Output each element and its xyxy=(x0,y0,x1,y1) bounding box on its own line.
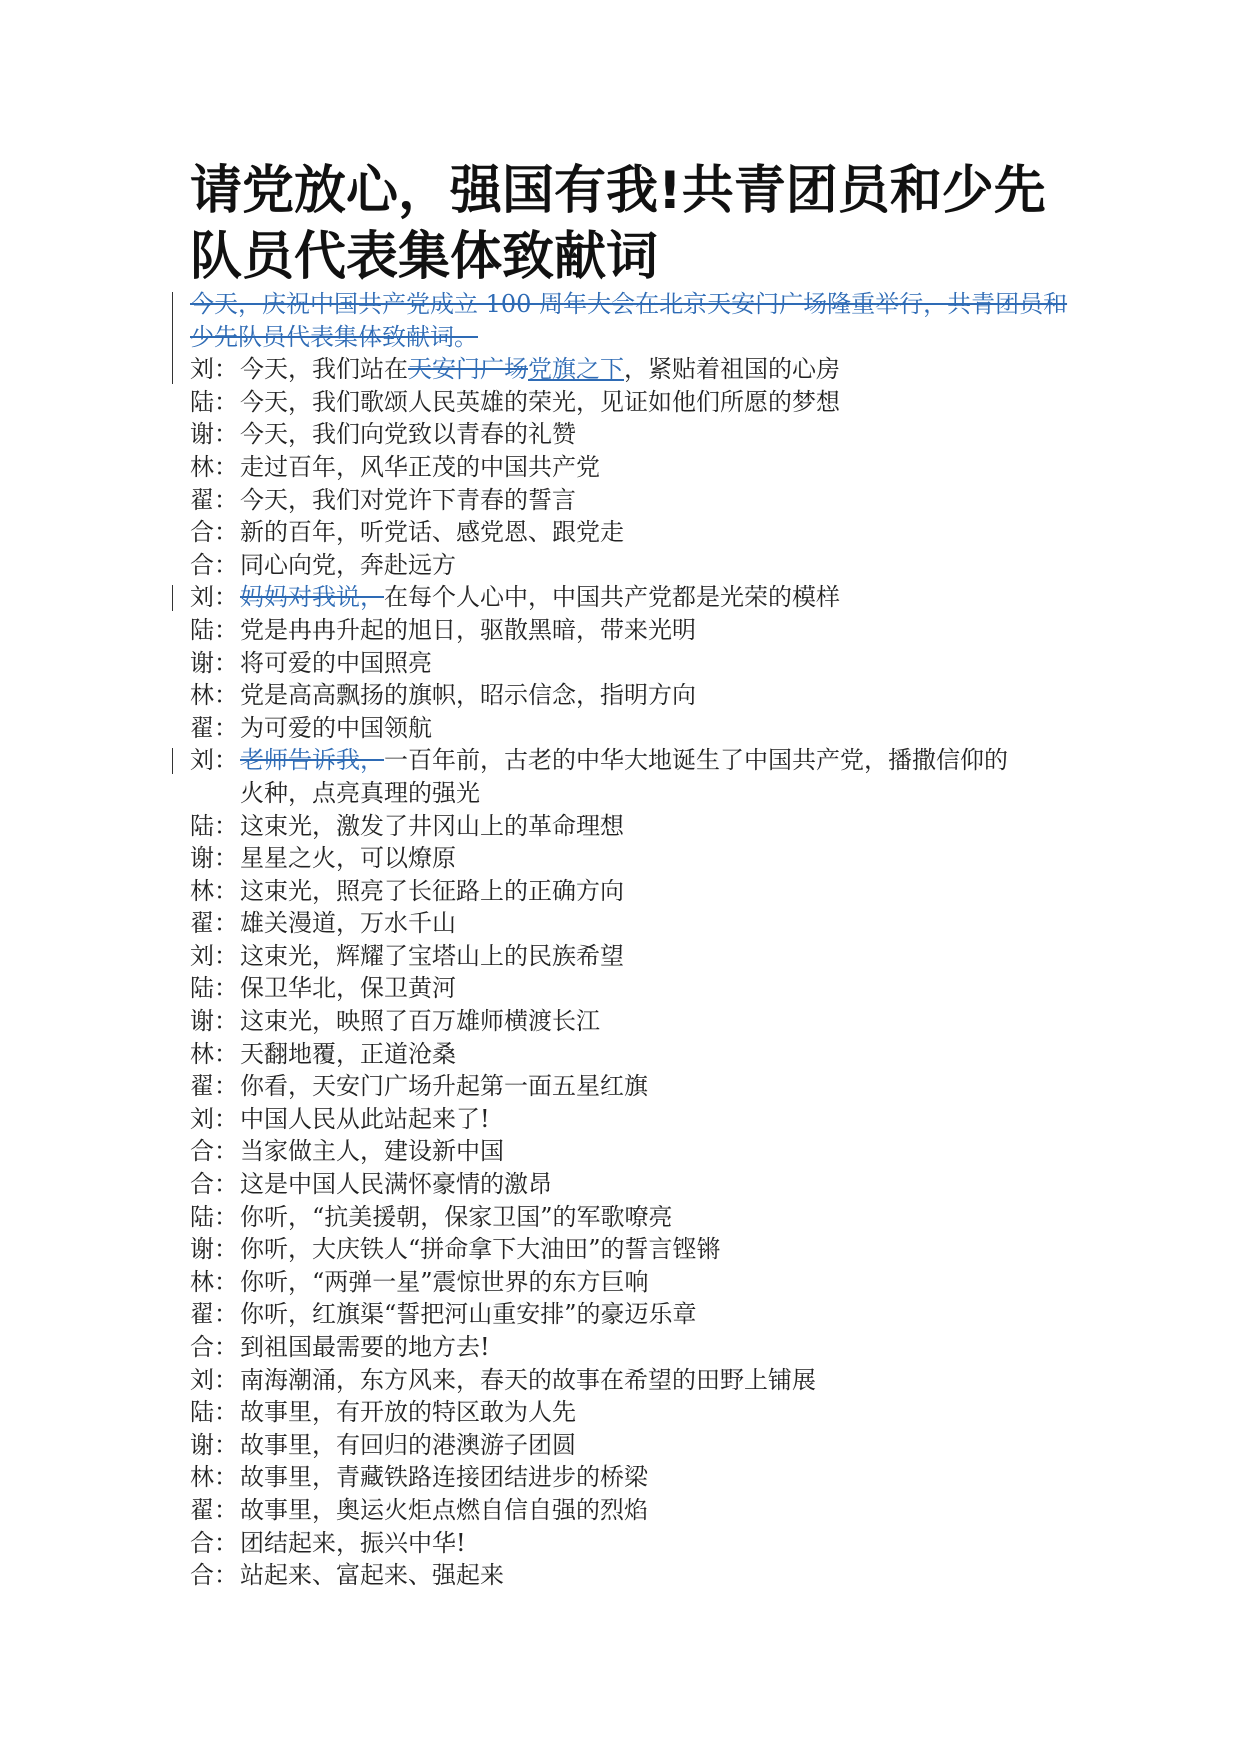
script-line xyxy=(190,353,1070,386)
script-line xyxy=(190,907,1070,940)
speaker-label: 谢： xyxy=(190,1007,238,1036)
script-line xyxy=(190,1461,1070,1494)
line-text: 走过百年，风华正茂的中国共产党 xyxy=(240,452,600,481)
inserted-text: 党旗之下 xyxy=(528,355,624,384)
speaker-label: 陆： xyxy=(190,974,238,1003)
speaker-label: 林： xyxy=(190,1463,238,1492)
speaker-label: 合： xyxy=(190,1137,238,1166)
speaker-label: 刘： xyxy=(190,746,238,775)
speaker-label: 刘： xyxy=(190,1104,238,1133)
line-text: 这是中国人民满怀豪情的激昂 xyxy=(240,1170,552,1199)
speaker-label: 合： xyxy=(190,518,238,547)
line-text: 党是高高飘扬的旗帜，昭示信念，指明方向 xyxy=(240,681,696,710)
script-line xyxy=(190,875,1070,908)
line-text: ，紧贴着祖国的心房 xyxy=(624,355,840,384)
line-text: 雄关漫道，万水千山 xyxy=(240,909,456,938)
speaker-label: 谢： xyxy=(190,1235,238,1264)
script-line xyxy=(190,1331,1070,1364)
speaker-label: 陆： xyxy=(190,811,238,840)
line-text: 当家做主人，建设新中国 xyxy=(240,1137,504,1166)
speaker-label: 刘： xyxy=(190,1365,238,1394)
line-text: 故事里，有回归的港澳游子团圆 xyxy=(240,1430,576,1459)
speaker-label: 刘： xyxy=(190,941,238,970)
speaker-label: 翟： xyxy=(190,1072,238,1101)
deleted-text: 天安门广场 xyxy=(408,355,528,384)
line-text: 你看，天安门广场升起第一面五星红旗 xyxy=(240,1072,648,1101)
speaker-label: 翟： xyxy=(190,909,238,938)
script-line xyxy=(190,1103,1070,1136)
script-line xyxy=(190,842,1070,875)
script-line xyxy=(190,1005,1070,1038)
script-line xyxy=(190,940,1070,973)
line-text: 今天，我们歌颂人民英雄的荣光，见证如他们所愿的梦想 xyxy=(240,387,840,416)
line-text: 故事里，奥运火炬点燃自信自强的烈焰 xyxy=(240,1495,648,1524)
script-line xyxy=(190,549,1070,582)
script-line xyxy=(190,1494,1070,1527)
document-body xyxy=(190,288,1070,1592)
script-line xyxy=(190,484,1070,517)
speaker-label: 谢： xyxy=(190,420,238,449)
speaker-label: 林： xyxy=(190,681,238,710)
line-text: 党是冉冉升起的旭日，驱散黑暗，带来光明 xyxy=(240,615,696,644)
script-line xyxy=(190,614,1070,647)
speaker-label: 合： xyxy=(190,1170,238,1199)
script-line xyxy=(190,1168,1070,1201)
intro-paragraph xyxy=(190,288,1070,353)
line-text: 今天，我们向党致以青春的礼赞 xyxy=(240,420,576,449)
script-line xyxy=(190,1233,1070,1266)
script-line xyxy=(190,1559,1070,1592)
line-text: 这束光，辉耀了宝塔山上的民族希望 xyxy=(240,941,624,970)
script-line xyxy=(190,647,1070,680)
speaker-label: 谢： xyxy=(190,648,238,677)
speaker-label: 林： xyxy=(190,876,238,905)
speaker-label: 谢： xyxy=(190,1430,238,1459)
line-text: 到祖国最需要的地方去! xyxy=(240,1333,490,1361)
speaker-label: 合： xyxy=(190,1561,238,1590)
line-text: 故事里，青藏铁路连接团结进步的桥梁 xyxy=(240,1463,648,1492)
script-line xyxy=(190,1070,1070,1103)
line-text: 中国人民从此站起来了! xyxy=(240,1104,490,1133)
line-text: 你听，“两弹一星”震惊世界的东方巨响 xyxy=(240,1267,649,1296)
script-line xyxy=(190,810,1070,843)
line-text: 团结起来，振兴中华! xyxy=(240,1528,466,1557)
speaker-label: 翟： xyxy=(190,713,238,742)
document-title: 请党放心，强国有我!共青团员和少先队员代表集体致献词 xyxy=(190,161,1046,287)
script-line xyxy=(190,679,1070,712)
speaker-label: 陆： xyxy=(190,615,238,644)
line-text: 天翻地覆，正道沧桑 xyxy=(240,1039,456,1068)
script-line xyxy=(190,1201,1070,1234)
line-text: 保卫华北，保卫黄河 xyxy=(240,974,456,1003)
line-text: 南海潮涌，东方风来，春天的故事在希望的田野上铺展 xyxy=(240,1365,816,1394)
script-line xyxy=(190,972,1070,1005)
line-text: 今天，我们对党许下青春的誓言 xyxy=(240,485,576,514)
script-line xyxy=(190,451,1070,484)
script-line xyxy=(190,1038,1070,1071)
line-text: 站起来、富起来、强起来 xyxy=(240,1561,504,1590)
line-text: 星星之火，可以燎原 xyxy=(240,844,456,873)
script-line xyxy=(190,581,1070,614)
line-text: 今天，我们站在 xyxy=(240,355,408,384)
script-line xyxy=(190,516,1070,549)
script-line xyxy=(190,744,1070,777)
line-text: 你听，“抗美援朝，保家卫国”的军歌嘹亮 xyxy=(240,1202,673,1231)
change-bar xyxy=(172,585,173,611)
speaker-label: 林： xyxy=(190,1267,238,1296)
speaker-label: 谢： xyxy=(190,844,238,873)
speaker-label: 陆： xyxy=(190,1398,238,1427)
line-text: 这束光，激发了井冈山上的革命理想 xyxy=(240,811,624,840)
deleted-text: 今天，庆祝中国共产党成立 100 周年大会在北京天安门广场隆重举行，共青团员和少先队员代表集体致献词。 xyxy=(190,290,1068,351)
speaker-label: 翟： xyxy=(190,485,238,514)
line-text: 在每个人心中，中国共产党都是光荣的模样 xyxy=(384,583,840,612)
script-line xyxy=(190,1396,1070,1429)
script-line xyxy=(190,1298,1070,1331)
script-line xyxy=(190,1135,1070,1168)
speaker-label: 刘： xyxy=(190,583,238,612)
script-line xyxy=(190,386,1070,419)
speaker-label: 合： xyxy=(190,1333,238,1361)
script-line xyxy=(190,1266,1070,1299)
script-line xyxy=(190,1364,1070,1397)
change-bar xyxy=(172,748,173,774)
speaker-label: 翟： xyxy=(190,1300,238,1329)
line-text: 将可爱的中国照亮 xyxy=(240,648,432,677)
line-text: 这束光，映照了百万雄师横渡长江 xyxy=(240,1007,600,1036)
line-text: 这束光，照亮了长征路上的正确方向 xyxy=(240,876,624,905)
speaker-label: 陆： xyxy=(190,387,238,416)
speaker-label: 翟： xyxy=(190,1495,238,1524)
script-line xyxy=(190,1429,1070,1462)
line-text: 为可爱的中国领航 xyxy=(240,713,432,742)
speaker-label: 合： xyxy=(190,550,238,579)
speaker-label: 陆： xyxy=(190,1202,238,1231)
line-text: 故事里，有开放的特区敢为人先 xyxy=(240,1398,576,1427)
deleted-text: 老师告诉我， xyxy=(240,746,384,775)
line-text: 你听，大庆铁人“拼命拿下大油田”的誓言铿锵 xyxy=(240,1235,721,1264)
deleted-text: 妈妈对我说， xyxy=(240,583,384,612)
line-text: 一百年前，古老的中华大地诞生了中国共产党，播撒信仰的 xyxy=(384,746,1008,775)
script-line xyxy=(190,712,1070,745)
line-text: 你听，红旗渠“誓把河山重安排”的豪迈乐章 xyxy=(240,1300,697,1329)
line-text: 同心向党，奔赴远方 xyxy=(240,550,456,579)
change-bar xyxy=(172,357,173,383)
speaker-label: 林： xyxy=(190,1039,238,1068)
script-line xyxy=(190,418,1070,451)
line-text: 新的百年，听党话、感党恩、跟党走 xyxy=(240,518,624,547)
script-line xyxy=(190,1527,1070,1560)
speaker-label: 刘： xyxy=(190,355,238,384)
speaker-label: 合： xyxy=(190,1528,238,1557)
script-line-continuation: 火种，点亮真理的强光 xyxy=(240,778,480,807)
speaker-label: 林： xyxy=(190,452,238,481)
